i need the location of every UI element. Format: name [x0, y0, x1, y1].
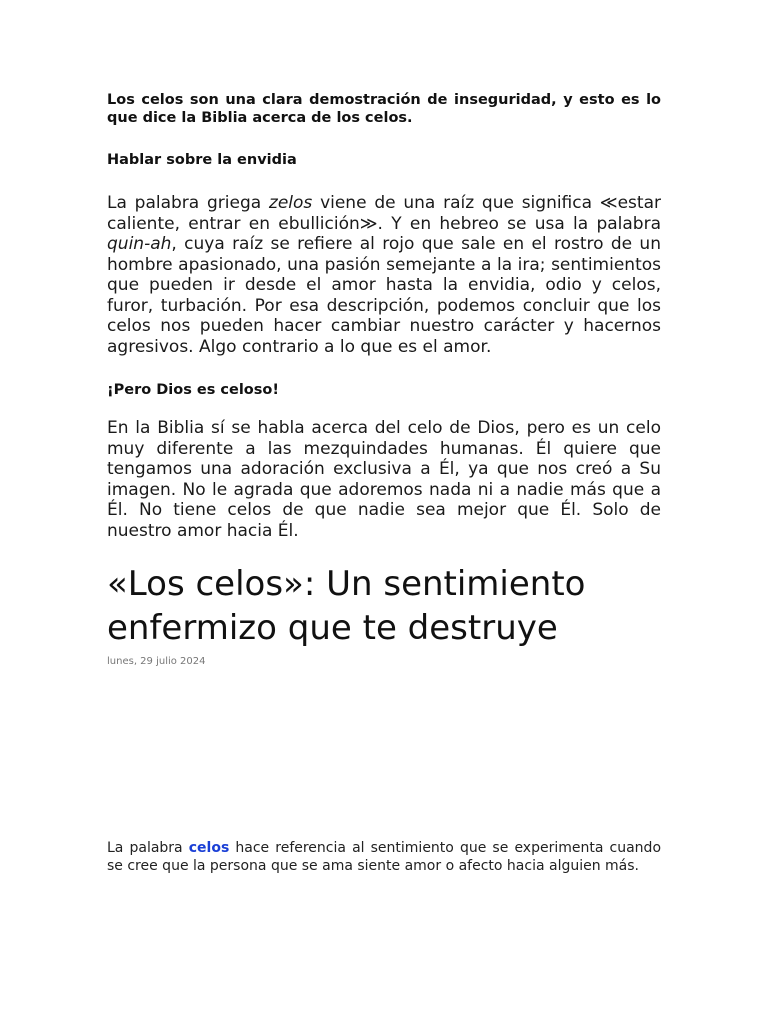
term-quin-ah: quin-ah [107, 234, 172, 254]
paragraph-zelos-end: , cuya raíz se refiere al rojo que sale en el rostro de un hombre apasionado, una pasión semejante a la ira; sentimientos que pueden ir desde el amor hasta la envidia, odio y celos, furor, turbación. Por esa descripción, podemos concluir que los celos nos pueden hacer cambiar nuestro carácter y hacernos agresivos. Algo contrario a lo que es el amor. [107, 234, 661, 357]
definicion-start: La palabra [107, 840, 189, 856]
article-title: «Los celos»: Un sentimiento enfermizo que te destruye [107, 564, 586, 648]
paragraph-celo-de-dios: En la Biblia sí se habla acerca del celo de Dios, pero es un celo muy diferente a las mezquindades humanas. Él quiere que tengamos una adoración exclusiva a Él, ya que nos creó a Su imagen. No le agrada que adoremos nada ni a nadie más que a Él. No tiene celos de que nadie sea mejor que Él. Solo de nuestro amor hacia Él. [107, 418, 661, 541]
paragraph-zelos [107, 193, 661, 357]
heading-envidia: Hablar sobre la envidia [107, 152, 297, 168]
heading-dios-celoso: ¡Pero Dios es celoso! [107, 382, 279, 398]
intro-text: Los celos son una clara demostración de inseguridad, y esto es lo que dice la Biblia acerca de los celos. [107, 92, 661, 126]
paragraph-zelos-start: La palabra griega [107, 193, 269, 213]
definicion-end: hace referencia al sentimiento que se experimenta cuando se cree que la persona que se ama siente amor o afecto hacia alguien más. [107, 840, 662, 874]
term-zelos: zelos [268, 193, 313, 213]
paragraph-zelos-mid: viene de una raíz que significa ≪estar caliente, entrar en ebullición≫. Y en hebreo se usa la palabra [107, 193, 661, 234]
paragraph-definicion [107, 840, 661, 875]
celos-link[interactable]: celos [188, 840, 230, 856]
article-date: lunes, 29 julio 2024 [107, 656, 206, 667]
